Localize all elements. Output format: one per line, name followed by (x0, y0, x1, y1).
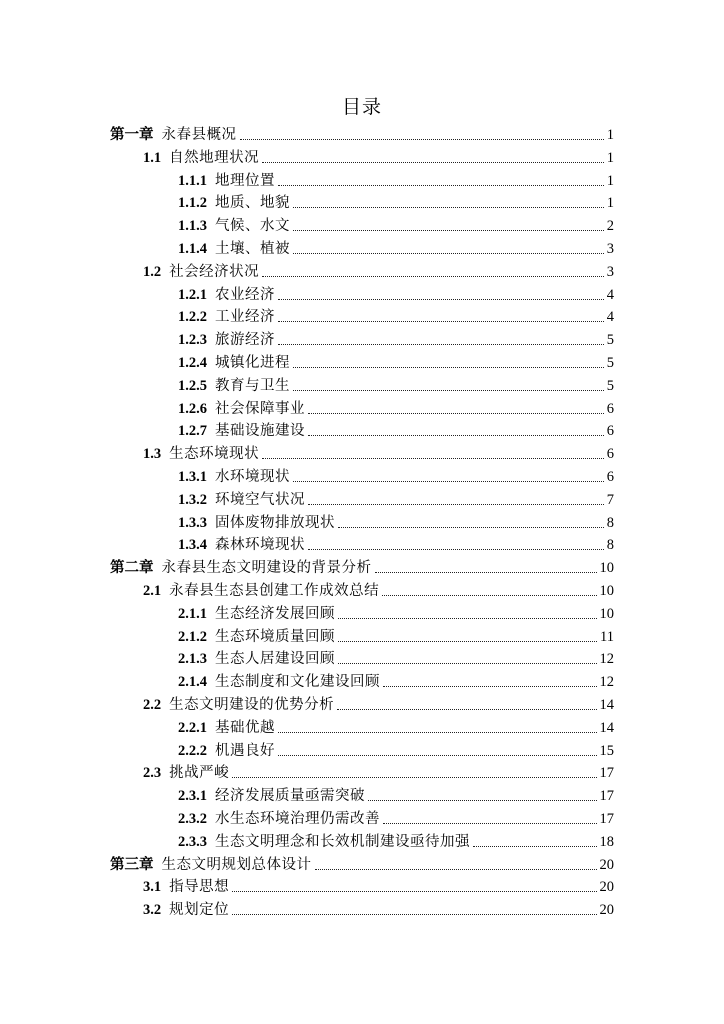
dot-leader (293, 480, 604, 482)
toc-entry-number: 2.3.1 (178, 788, 207, 805)
toc-entry-title: 社会经济状况 (169, 263, 260, 280)
toc-entry-title: 水生态环境治理仍需改善 (215, 811, 380, 827)
toc-entry-number: 2.1.3 (178, 651, 207, 668)
dot-leader (337, 708, 596, 710)
toc-entry-page-number: 17 (599, 811, 614, 827)
dot-leader (308, 412, 604, 414)
dot-leader (278, 343, 604, 345)
toc-entry-title: 永春县概况 (161, 127, 237, 143)
dot-leader (308, 434, 604, 436)
toc-entry-number: 2.1 (143, 583, 162, 599)
toc-entry-page-number: 20 (599, 902, 614, 919)
toc-subsection-entry[interactable] (178, 417, 614, 440)
toc-subsection-entry[interactable] (178, 805, 614, 828)
toc-entry-page-number: 6 (606, 469, 614, 485)
toc-entry-page-number: 14 (599, 697, 614, 713)
toc-entry-page-number: 1 (606, 127, 614, 143)
toc-entry-number: 1.2.3 (178, 332, 207, 349)
toc-entry-title: 生态文明建设的优势分析 (169, 697, 335, 713)
dot-leader (382, 594, 596, 596)
dot-leader (278, 184, 604, 186)
toc-entry-number: 1.3.4 (178, 537, 207, 554)
dot-leader (368, 799, 597, 801)
toc-entry-page-number: 20 (599, 856, 614, 873)
dot-leader (338, 662, 597, 664)
toc-entry-title: 固体废物排放现状 (215, 514, 335, 531)
toc-entry-number: 1.1.3 (178, 218, 207, 235)
toc-entry-title: 生态人居建设回顾 (215, 651, 335, 668)
toc-entry-number: 1.3.1 (178, 469, 207, 485)
toc-entry-title: 土壤、植被 (215, 241, 290, 257)
toc-entry-page-number: 3 (606, 241, 614, 257)
toc-entry-title: 地理位置 (215, 172, 275, 189)
dot-leader (338, 640, 597, 642)
dot-leader (232, 913, 596, 915)
dot-leader (293, 229, 604, 231)
toc-entry-page-number: 7 (606, 491, 614, 508)
toc-section-entry[interactable] (143, 577, 614, 600)
dot-leader (232, 890, 596, 892)
toc-entry-title: 城镇化进程 (215, 355, 290, 371)
dot-leader (338, 617, 597, 619)
toc-section-entry[interactable] (143, 873, 614, 896)
toc-entry-number: 1.1.2 (178, 195, 207, 212)
toc-entry-number: 第三章 (110, 855, 154, 873)
dot-leader (383, 822, 597, 824)
dot-leader (315, 868, 597, 870)
toc-entry-title: 气候、水文 (215, 218, 290, 235)
toc-entry-title: 水环境现状 (215, 469, 290, 485)
dot-leader (308, 548, 604, 550)
toc-subsection-entry[interactable] (178, 372, 614, 395)
dot-leader (375, 571, 597, 573)
toc-entry-title: 基础优越 (215, 719, 275, 736)
toc-subsection-entry[interactable] (178, 395, 614, 418)
toc-entry-number: 1.2 (143, 263, 162, 280)
toc-section-entry[interactable] (143, 258, 614, 281)
toc-entry-page-number: 10 (599, 605, 614, 622)
toc-section-entry[interactable] (143, 440, 614, 463)
toc-entry-page-number: 6 (606, 423, 614, 440)
dot-leader (293, 206, 604, 208)
toc-subsection-entry[interactable] (178, 189, 614, 212)
toc-entry-number: 1.2.1 (178, 286, 207, 303)
toc-entry-page-number: 17 (599, 788, 614, 805)
toc-entry-number: 2.2.1 (178, 719, 207, 736)
toc-entry-title: 永春县生态文明建设的背景分析 (161, 560, 372, 577)
toc-entry-title: 规划定位 (169, 902, 230, 919)
toc-entry-number: 1.1.4 (178, 241, 207, 257)
dot-leader (262, 457, 604, 459)
dot-leader (278, 298, 604, 300)
toc-entry-title: 机遇良好 (215, 742, 275, 759)
toc-entry-number: 2.3.3 (178, 833, 207, 850)
toc-subsection-entry[interactable] (178, 714, 614, 737)
toc-entry-page-number: 15 (599, 742, 614, 759)
dot-leader (262, 161, 604, 163)
toc-entry-page-number: 10 (599, 583, 614, 599)
toc-section-entry[interactable] (143, 759, 614, 782)
toc-entry-number: 1.2.5 (178, 377, 207, 394)
toc-subsection-entry[interactable] (178, 235, 614, 258)
toc-entry-page-number: 14 (599, 719, 614, 736)
toc-entry-page-number: 12 (599, 674, 614, 691)
toc-subsection-entry[interactable] (178, 349, 614, 372)
toc-entry-number: 第一章 (110, 126, 154, 143)
toc-entry-page-number: 11 (600, 628, 614, 645)
toc-entry-page-number: 12 (599, 651, 614, 668)
dot-leader (293, 252, 604, 254)
toc-entry-number: 1.1.1 (178, 172, 207, 189)
toc-entry-page-number: 4 (606, 309, 614, 326)
dot-leader (278, 320, 604, 322)
toc-entry-page-number: 8 (606, 514, 614, 531)
toc-chapter-entry[interactable] (110, 554, 614, 577)
toc-section-entry[interactable] (143, 144, 614, 167)
toc-entry-number: 1.2.6 (178, 400, 207, 417)
toc-entry-page-number: 5 (606, 332, 614, 349)
toc-entry-page-number: 6 (606, 400, 614, 417)
toc-subsection-entry[interactable] (178, 212, 614, 235)
toc-entry-title: 永春县生态县创建工作成效总结 (169, 583, 380, 599)
toc-entry-title: 生态经济发展回顾 (215, 605, 335, 622)
toc-entry-title: 基础设施建设 (215, 423, 305, 440)
toc-entry-number: 1.3.2 (178, 491, 207, 508)
toc-entry-title: 教育与卫生 (215, 377, 290, 394)
toc-entry-title: 旅游经济 (215, 332, 275, 349)
toc-entry-page-number: 1 (606, 172, 614, 189)
toc-chapter-entry[interactable] (110, 121, 614, 144)
dot-leader (308, 503, 604, 505)
toc-subsection-entry[interactable] (178, 531, 614, 554)
dot-leader (293, 389, 604, 391)
toc-entry-number: 1.1 (143, 149, 162, 166)
toc-entry-number: 2.1.2 (178, 628, 207, 645)
toc-entry-number: 第二章 (110, 559, 154, 577)
dot-leader (473, 845, 597, 847)
toc-entry-title: 地质、地貌 (215, 195, 290, 212)
toc-entry-page-number: 10 (599, 560, 614, 577)
toc-entry-title: 生态文明规划总体设计 (161, 856, 312, 873)
toc-subsection-entry[interactable] (178, 303, 614, 326)
toc-subsection-entry[interactable] (178, 668, 614, 691)
toc-entry-page-number: 17 (599, 765, 614, 782)
toc-subsection-entry[interactable] (178, 326, 614, 349)
toc-entry-title: 生态环境现状 (169, 446, 260, 463)
toc-entry-number: 3.1 (143, 879, 162, 896)
toc-entry-page-number: 20 (599, 879, 614, 896)
toc-entry-title: 环境空气状况 (215, 491, 305, 508)
toc-chapter-entry[interactable] (110, 851, 614, 874)
toc-entry-page-number: 18 (599, 833, 614, 850)
toc-entry-page-number: 5 (606, 377, 614, 394)
toc-subsection-entry[interactable] (178, 623, 614, 646)
toc-entry-title: 农业经济 (215, 286, 275, 303)
toc-entry-title: 挑战严峻 (169, 765, 230, 782)
toc-subsection-entry[interactable] (178, 486, 614, 509)
toc-entry-page-number: 5 (606, 355, 614, 371)
toc-subsection-entry[interactable] (178, 600, 614, 623)
toc-subsection-entry[interactable] (178, 737, 614, 760)
toc-subsection-entry[interactable] (178, 463, 614, 486)
toc-entry-title: 生态环境质量回顾 (215, 628, 335, 645)
toc-entry-page-number: 3 (606, 263, 614, 280)
toc-entry-page-number: 2 (606, 218, 614, 235)
toc-subsection-entry[interactable] (178, 828, 614, 851)
toc-entry-number: 2.3 (143, 765, 162, 782)
dot-leader (262, 275, 604, 277)
toc-entry-title: 工业经济 (215, 309, 275, 326)
toc-entry-title: 生态制度和文化建设回顾 (215, 674, 380, 691)
toc-entry-page-number: 8 (606, 537, 614, 554)
toc-entry-title: 森林环境现状 (215, 537, 305, 554)
dot-leader (240, 138, 604, 140)
page-title: 目录 (341, 96, 382, 118)
toc-entry-title: 经济发展质量亟需突破 (215, 788, 365, 805)
toc-entry-number: 2.2 (143, 697, 162, 713)
toc-entry-number: 1.2.4 (178, 355, 207, 371)
toc-entry-number: 3.2 (143, 902, 162, 919)
toc-entry-title: 生态文明理念和长效机制建设亟待加强 (215, 833, 470, 850)
dot-leader (278, 754, 597, 756)
toc-subsection-entry[interactable] (178, 509, 614, 532)
toc-entry-title: 指导思想 (169, 879, 230, 896)
toc-subsection-entry[interactable] (178, 167, 614, 190)
toc-entry-number: 2.2.2 (178, 742, 207, 759)
toc-entry-title: 自然地理状况 (169, 149, 260, 166)
toc-subsection-entry[interactable] (178, 782, 614, 805)
toc-entry-page-number: 6 (606, 446, 614, 463)
toc-entry-page-number: 1 (606, 195, 614, 212)
dot-leader (383, 685, 597, 687)
dot-leader (293, 366, 604, 368)
dot-leader (232, 776, 596, 778)
toc-subsection-entry[interactable] (178, 645, 614, 668)
toc-entry-number: 2.1.4 (178, 674, 207, 691)
toc-entry-number: 1.3.3 (178, 514, 207, 531)
toc-entry-page-number: 4 (606, 286, 614, 303)
toc-section-entry[interactable] (143, 691, 614, 714)
dot-leader (278, 731, 597, 733)
toc-entry-title: 社会保障事业 (215, 400, 305, 417)
toc-entry-number: 1.2.2 (178, 309, 207, 326)
toc-section-entry[interactable] (143, 896, 614, 919)
toc-entry-number: 2.3.2 (178, 811, 207, 827)
toc-entry-number: 2.1.1 (178, 605, 207, 622)
dot-leader (338, 526, 604, 528)
toc-subsection-entry[interactable] (178, 281, 614, 304)
toc-entry-number: 1.3 (143, 446, 162, 463)
toc-entry-page-number: 1 (606, 149, 614, 166)
toc-entry-number: 1.2.7 (178, 423, 207, 440)
